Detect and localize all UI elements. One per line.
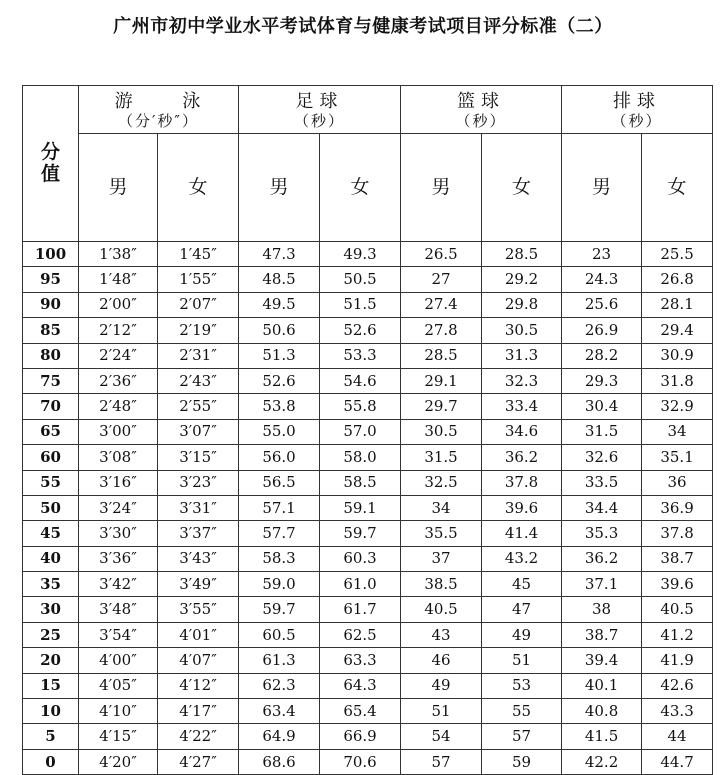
score-cell: 100 [23,242,79,267]
table-row [23,292,713,317]
table-cell: 59.0 [239,572,320,597]
table-cell: 29.7 [401,394,482,419]
table-row [23,749,713,774]
score-cell: 85 [23,318,79,343]
table-cell: 48.5 [239,267,320,292]
table-cell: 56.5 [239,470,320,495]
table-cell: 29.1 [401,368,482,393]
sex-label: 女 [320,134,401,242]
score-cell: 90 [23,292,79,317]
table-cell: 37 [401,546,482,571]
table-cell: 41.5 [562,724,642,749]
table-cell: 29.8 [482,292,562,317]
table-cell: 57.7 [239,521,320,546]
table-cell: 33.5 [562,470,642,495]
table-row [23,470,713,495]
table-cell: 28.5 [401,343,482,368]
table-cell: 47 [482,597,562,622]
event-header-swimming: 游 泳 （分′秒″） [79,86,239,134]
table-cell: 2′00″ [79,292,158,317]
table-cell: 43.2 [482,546,562,571]
table-cell: 39.6 [482,495,562,520]
table-cell: 43 [401,622,482,647]
table-cell: 38.5 [401,572,482,597]
table-cell: 56.0 [239,445,320,470]
table-cell: 2′55″ [158,394,239,419]
sex-label: 男 [239,134,320,242]
event-header-volleyball: 排球 （秒） [562,86,713,134]
table-cell: 2′48″ [79,394,158,419]
table-cell: 1′48″ [79,267,158,292]
table-cell: 2′12″ [79,318,158,343]
table-cell: 51.3 [239,343,320,368]
table-cell: 4′20″ [79,749,158,774]
table-cell: 4′00″ [79,648,158,673]
score-cell: 70 [23,394,79,419]
table-cell: 36.9 [642,495,713,520]
table-cell: 4′10″ [79,699,158,724]
table-cell: 35.5 [401,521,482,546]
table-cell: 27.4 [401,292,482,317]
table-cell: 61.3 [239,648,320,673]
table-cell: 32.6 [562,445,642,470]
table-cell: 3′30″ [79,521,158,546]
table-cell: 61.0 [320,572,401,597]
score-cell: 15 [23,673,79,698]
table-cell: 49.3 [320,242,401,267]
page-title: 广州市初中学业水平考试体育与健康考试项目评分标准（二） [113,16,613,37]
table-cell: 52.6 [239,368,320,393]
table-cell: 26.9 [562,318,642,343]
sex-label: 男 [401,134,482,242]
table-cell: 3′48″ [79,597,158,622]
table-cell: 27 [401,267,482,292]
table-cell: 29.2 [482,267,562,292]
table-cell: 4′12″ [158,673,239,698]
sex-label: 女 [642,134,713,242]
table-cell: 28.1 [642,292,713,317]
sex-label: 女 [482,134,562,242]
table-cell: 68.6 [239,749,320,774]
table-row [23,343,713,368]
table-cell: 4′17″ [158,699,239,724]
table-cell: 3′55″ [158,597,239,622]
score-cell: 65 [23,419,79,444]
score-cell: 30 [23,597,79,622]
table-cell: 3′23″ [158,470,239,495]
table-body [23,242,713,775]
table-cell: 63.3 [320,648,401,673]
table-row [23,368,713,393]
table-cell: 3′15″ [158,445,239,470]
table-cell: 30.4 [562,394,642,419]
table-cell: 2′36″ [79,368,158,393]
table-cell: 4′05″ [79,673,158,698]
table-cell: 53 [482,673,562,698]
table-cell: 51 [401,699,482,724]
table-row [23,394,713,419]
table-cell: 2′19″ [158,318,239,343]
event-header-basketball: 篮球 （秒） [401,86,562,134]
table-cell: 4′07″ [158,648,239,673]
table-cell: 24.3 [562,267,642,292]
score-cell: 10 [23,699,79,724]
score-cell: 25 [23,622,79,647]
table-row [23,699,713,724]
table-cell: 50.6 [239,318,320,343]
table-cell: 58.5 [320,470,401,495]
table-cell: 4′22″ [158,724,239,749]
table-cell: 59.7 [320,521,401,546]
table-cell: 3′31″ [158,495,239,520]
table-cell: 4′15″ [79,724,158,749]
table-cell: 30.9 [642,343,713,368]
table-cell: 25.5 [642,242,713,267]
table-cell: 2′24″ [79,343,158,368]
score-cell: 0 [23,749,79,774]
table-cell: 40.8 [562,699,642,724]
table-cell: 34.6 [482,419,562,444]
score-cell: 60 [23,445,79,470]
table-cell: 59 [482,749,562,774]
table-cell: 3′49″ [158,572,239,597]
table-cell: 36.2 [482,445,562,470]
sex-label: 女 [158,134,239,242]
score-cell: 95 [23,267,79,292]
table-cell: 32.5 [401,470,482,495]
table-cell: 65.4 [320,699,401,724]
table-cell: 39.4 [562,648,642,673]
table-cell: 26.5 [401,242,482,267]
table-cell: 1′45″ [158,242,239,267]
table-cell: 57.1 [239,495,320,520]
table-cell: 37.8 [642,521,713,546]
table-cell: 32.3 [482,368,562,393]
score-cell: 40 [23,546,79,571]
table-cell: 61.7 [320,597,401,622]
table-cell: 57 [401,749,482,774]
table-cell: 54.6 [320,368,401,393]
score-cell: 75 [23,368,79,393]
scoring-table [22,85,713,775]
table-row [23,622,713,647]
table-cell: 40.5 [642,597,713,622]
score-cell: 50 [23,495,79,520]
table-cell: 28.5 [482,242,562,267]
table-row [23,267,713,292]
table-row [23,572,713,597]
table-cell: 2′07″ [158,292,239,317]
table-row [23,546,713,571]
table-cell: 55.0 [239,419,320,444]
table-cell: 44.7 [642,749,713,774]
table-cell: 30.5 [482,318,562,343]
table-row [23,445,713,470]
table-cell: 3′42″ [79,572,158,597]
table-cell: 37.1 [562,572,642,597]
table-cell: 31.3 [482,343,562,368]
table-cell: 36 [642,470,713,495]
table-cell: 37.8 [482,470,562,495]
table-cell: 34 [642,419,713,444]
table-cell: 32.9 [642,394,713,419]
score-cell: 20 [23,648,79,673]
table-cell: 35.3 [562,521,642,546]
score-cell: 55 [23,470,79,495]
table-cell: 25.6 [562,292,642,317]
table-cell: 4′27″ [158,749,239,774]
table-cell: 35.1 [642,445,713,470]
table-cell: 1′55″ [158,267,239,292]
table-cell: 53.8 [239,394,320,419]
table-cell: 41.4 [482,521,562,546]
table-cell: 46 [401,648,482,673]
table-cell: 51 [482,648,562,673]
table-cell: 40.1 [562,673,642,698]
table-row [23,318,713,343]
table-cell: 38 [562,597,642,622]
table-cell: 29.3 [562,368,642,393]
table-cell: 3′16″ [79,470,158,495]
table-row [23,648,713,673]
score-column-header: 分 值 [23,86,79,242]
table-cell: 50.5 [320,267,401,292]
table-cell: 64.9 [239,724,320,749]
table-cell: 1′38″ [79,242,158,267]
table-cell: 55 [482,699,562,724]
table-cell: 57.0 [320,419,401,444]
table-cell: 3′37″ [158,521,239,546]
event-header-row [23,86,713,134]
table-cell: 4′01″ [158,622,239,647]
table-cell: 30.5 [401,419,482,444]
table-cell: 31.5 [401,445,482,470]
table-cell: 64.3 [320,673,401,698]
table-cell: 31.8 [642,368,713,393]
table-cell: 47.3 [239,242,320,267]
table-cell: 54 [401,724,482,749]
table-cell: 43.3 [642,699,713,724]
table-cell: 3′43″ [158,546,239,571]
sex-label: 男 [79,134,158,242]
table-cell: 40.5 [401,597,482,622]
table-cell: 27.8 [401,318,482,343]
table-row [23,495,713,520]
table-cell: 58.0 [320,445,401,470]
table-cell: 41.2 [642,622,713,647]
table-cell: 23 [562,242,642,267]
sex-header-row [23,134,713,242]
table-row [23,242,713,267]
table-row [23,597,713,622]
score-cell: 45 [23,521,79,546]
table-cell: 36.2 [562,546,642,571]
table-cell: 53.3 [320,343,401,368]
table-cell: 49 [401,673,482,698]
table-cell: 59.1 [320,495,401,520]
table-cell: 55.8 [320,394,401,419]
table-cell: 45 [482,572,562,597]
table-cell: 42.6 [642,673,713,698]
table-cell: 3′54″ [79,622,158,647]
table-cell: 3′24″ [79,495,158,520]
table-row [23,724,713,749]
table-cell: 26.8 [642,267,713,292]
table-cell: 44 [642,724,713,749]
table-cell: 34 [401,495,482,520]
score-cell: 5 [23,724,79,749]
table-cell: 2′43″ [158,368,239,393]
table-cell: 51.5 [320,292,401,317]
event-header-football: 足球 （秒） [239,86,401,134]
table-cell: 39.6 [642,572,713,597]
table-cell: 60.5 [239,622,320,647]
score-cell: 35 [23,572,79,597]
table-cell: 3′08″ [79,445,158,470]
table-cell: 49 [482,622,562,647]
table-cell: 63.4 [239,699,320,724]
table-cell: 62.3 [239,673,320,698]
table-cell: 34.4 [562,495,642,520]
table-cell: 66.9 [320,724,401,749]
table-cell: 38.7 [642,546,713,571]
table-cell: 41.9 [642,648,713,673]
table-cell: 33.4 [482,394,562,419]
table-cell: 42.2 [562,749,642,774]
table-cell: 3′00″ [79,419,158,444]
table-cell: 2′31″ [158,343,239,368]
table-cell: 31.5 [562,419,642,444]
table-cell: 60.3 [320,546,401,571]
table-cell: 57 [482,724,562,749]
table-cell: 49.5 [239,292,320,317]
table-cell: 3′07″ [158,419,239,444]
table-row [23,521,713,546]
table-row [23,673,713,698]
table-cell: 62.5 [320,622,401,647]
table-row [23,419,713,444]
table-cell: 3′36″ [79,546,158,571]
table-cell: 38.7 [562,622,642,647]
sex-label: 男 [562,134,642,242]
score-cell: 80 [23,343,79,368]
table-cell: 28.2 [562,343,642,368]
table-cell: 29.4 [642,318,713,343]
table-cell: 70.6 [320,749,401,774]
table-cell: 52.6 [320,318,401,343]
table-cell: 58.3 [239,546,320,571]
table-cell: 59.7 [239,597,320,622]
